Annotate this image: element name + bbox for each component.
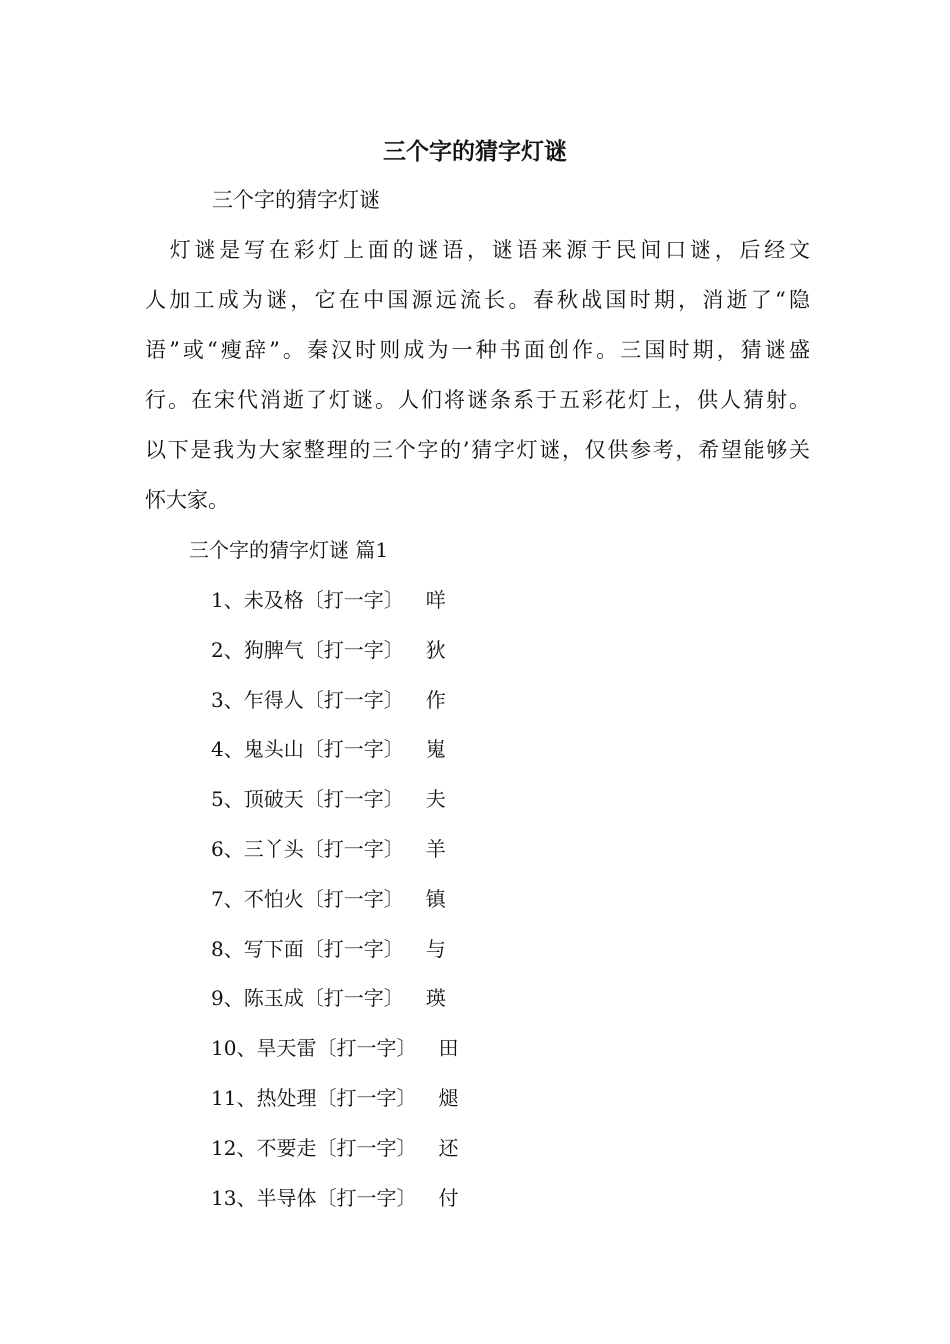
riddle-answer: 羊 <box>425 836 446 861</box>
riddle-question: 2、狗脾气〔打一字〕 <box>211 637 404 662</box>
riddle-question: 12、不要走〔打一字〕 <box>211 1135 417 1160</box>
riddle-question: 1、未及格〔打一字〕 <box>211 588 404 612</box>
riddle-item <box>211 582 458 632</box>
riddle-answer: 咩 <box>425 588 446 612</box>
riddle-item <box>211 881 458 931</box>
intro-line: 怀大家。 <box>145 488 229 512</box>
document-title: 三个字的猜字灯谜 <box>383 138 567 165</box>
riddle-item <box>211 1080 458 1130</box>
riddle-question: 11、热处理〔打一字〕 <box>211 1085 417 1110</box>
intro-line: 人加工成为谜，它在中国源远流长。春秋战国时期，消逝了“隐 <box>145 288 810 312</box>
riddle-item <box>211 682 458 732</box>
riddle-question: 13、半导体〔打一字〕 <box>211 1185 417 1210</box>
intro-line: 灯谜是写在彩灯上面的谜语，谜语来源于民间口谜，后经文 <box>145 238 810 262</box>
riddle-answer: 煺 <box>438 1085 459 1110</box>
riddle-answer: 嵬 <box>425 737 446 762</box>
riddle-item <box>211 781 458 831</box>
riddle-item <box>211 1030 458 1080</box>
riddle-question: 7、不怕火〔打一字〕 <box>211 886 404 911</box>
riddle-item <box>211 831 458 881</box>
riddle-answer: 与 <box>425 936 446 961</box>
riddle-item <box>211 731 458 781</box>
riddle-question: 3、乍得人〔打一字〕 <box>211 687 404 712</box>
riddle-answer: 作 <box>425 687 446 712</box>
section-heading: 三个字的猜字灯谜 篇1 <box>189 538 389 562</box>
riddle-item <box>211 980 458 1030</box>
intro-paragraph <box>145 232 810 532</box>
riddle-question: 4、鬼头山〔打一字〕 <box>211 737 404 762</box>
riddle-item <box>211 1180 458 1230</box>
riddle-answer: 狄 <box>425 637 446 662</box>
riddle-answer: 还 <box>438 1135 459 1160</box>
riddle-question: 8、写下面〔打一字〕 <box>211 936 404 961</box>
riddle-answer: 夫 <box>425 787 446 812</box>
riddle-list <box>211 582 458 1229</box>
riddle-item <box>211 632 458 682</box>
riddle-question: 6、三丫头〔打一字〕 <box>211 836 404 861</box>
riddle-item <box>211 1130 458 1180</box>
intro-line: 以下是我为大家整理的三个字的’猜字灯谜，仅供参考，希望能够关 <box>145 438 810 462</box>
riddle-question: 10、旱天雷〔打一字〕 <box>211 1036 417 1061</box>
riddle-answer: 付 <box>438 1185 459 1210</box>
riddle-answer: 镇 <box>425 886 446 911</box>
riddle-answer: 田 <box>438 1036 459 1061</box>
document-subtitle: 三个字的猜字灯谜 <box>212 188 380 212</box>
riddle-item <box>211 931 458 981</box>
intro-line: 语”或“瘦辞”。秦汉时则成为一种书面创作。三国时期，猜谜盛 <box>145 338 810 362</box>
riddle-question: 9、陈玉成〔打一字〕 <box>211 986 404 1011</box>
intro-line: 行。在宋代消逝了灯谜。人们将谜条系于五彩花灯上，供人猜射。 <box>145 388 810 412</box>
riddle-question: 5、顶破天〔打一字〕 <box>211 787 404 812</box>
riddle-answer: 瑛 <box>425 986 446 1011</box>
